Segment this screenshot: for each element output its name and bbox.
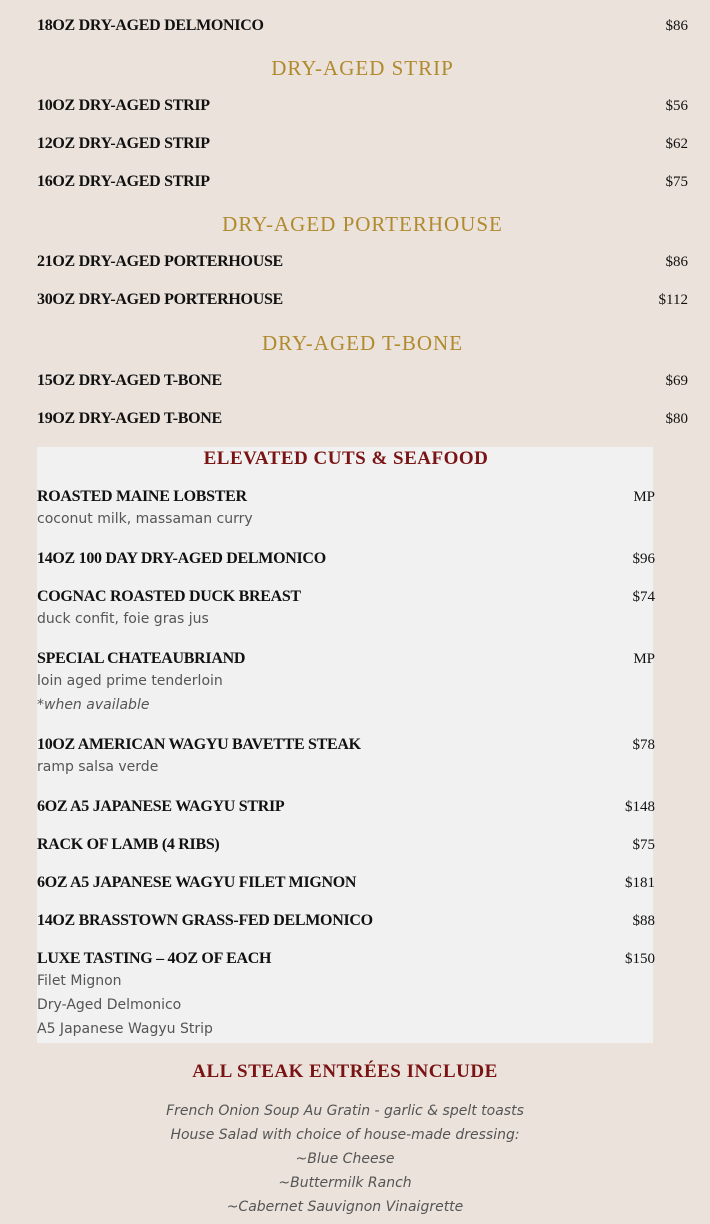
item-name: 6OZ A5 JAPANESE WAGYU STRIP bbox=[37, 798, 285, 815]
item-name: SPECIAL CHATEAUBRIAND bbox=[37, 650, 246, 667]
menu-item bbox=[37, 911, 655, 931]
item-price: $148 bbox=[625, 799, 655, 815]
item-name: 6OZ A5 JAPANESE WAGYU FILET MIGNON bbox=[37, 874, 357, 891]
item-name: 15OZ DRY-AGED T-BONE bbox=[37, 372, 222, 389]
menu-item bbox=[37, 16, 688, 36]
menu-item bbox=[37, 735, 655, 779]
section-heading-tbone: DRY-AGED T-BONE bbox=[261, 331, 464, 355]
include-line: ~Cabernet Sauvignon Vinaigrette bbox=[226, 1199, 464, 1215]
item-price: $62 bbox=[665, 136, 688, 152]
item-price: $56 bbox=[665, 98, 688, 114]
elevated-cuts-panel bbox=[37, 447, 653, 1043]
section-heading-strip: DRY-AGED STRIP bbox=[271, 56, 454, 80]
menu-item bbox=[37, 290, 688, 310]
menu-item bbox=[37, 949, 655, 1041]
item-price: $112 bbox=[658, 292, 688, 308]
menu-item bbox=[37, 134, 688, 154]
item-name: RACK OF LAMB (4 RIBS) bbox=[37, 836, 220, 853]
item-name: 14OZ BRASSTOWN GRASS-FED DELMONICO bbox=[37, 912, 373, 929]
item-price: MP bbox=[633, 489, 655, 505]
menu-item bbox=[37, 587, 655, 631]
item-name: 30OZ DRY-AGED PORTERHOUSE bbox=[37, 291, 283, 308]
item-name: 19OZ DRY-AGED T-BONE bbox=[37, 410, 222, 427]
item-price: $86 bbox=[665, 254, 688, 270]
item-price: $181 bbox=[625, 875, 655, 891]
item-name: 10OZ AMERICAN WAGYU BAVETTE STEAK bbox=[37, 736, 361, 753]
item-name: LUXE TASTING – 4OZ OF EACH bbox=[37, 950, 272, 967]
menu-item bbox=[37, 873, 655, 893]
menu-item bbox=[37, 835, 655, 855]
item-price: $86 bbox=[665, 18, 688, 34]
item-price: $75 bbox=[632, 837, 655, 853]
item-name: 21OZ DRY-AGED PORTERHOUSE bbox=[37, 253, 283, 270]
item-name: 12OZ DRY-AGED STRIP bbox=[37, 135, 210, 152]
section-heading-elevated: ELEVATED CUTS & SEAFOOD bbox=[203, 448, 489, 469]
item-name: COGNAC ROASTED DUCK BREAST bbox=[37, 588, 301, 605]
item-description: ramp salsa verde bbox=[37, 759, 159, 775]
include-line: ~Buttermilk Ranch bbox=[278, 1175, 412, 1191]
item-name: 18OZ DRY-AGED DELMONICO bbox=[37, 17, 264, 34]
tasting-line: Dry-Aged Delmonico bbox=[37, 997, 182, 1013]
item-price: $88 bbox=[632, 913, 655, 929]
item-description: coconut milk, massaman curry bbox=[37, 511, 253, 527]
include-line: House Salad with choice of house-made dressing: bbox=[170, 1127, 520, 1143]
menu-item bbox=[37, 409, 688, 429]
menu-item bbox=[37, 96, 688, 116]
menu-item bbox=[37, 252, 688, 272]
include-line: French Onion Soup Au Gratin - garlic & spelt toasts bbox=[166, 1103, 524, 1119]
item-price: $74 bbox=[632, 589, 655, 605]
item-price: $150 bbox=[625, 951, 655, 967]
menu-item bbox=[37, 487, 655, 531]
item-note: *when available bbox=[37, 697, 150, 713]
menu-item bbox=[37, 371, 688, 391]
section-heading-includes: ALL STEAK ENTRÉES INCLUDE bbox=[192, 1061, 498, 1082]
item-name: ROASTED MAINE LOBSTER bbox=[37, 488, 247, 505]
section-heading-porterhouse: DRY-AGED PORTERHOUSE bbox=[222, 212, 503, 236]
item-price: $96 bbox=[632, 551, 655, 567]
item-description: duck confit, foie gras jus bbox=[37, 611, 209, 627]
item-price: MP bbox=[633, 651, 655, 667]
include-line: ~Blue Cheese bbox=[295, 1151, 395, 1167]
item-price: $69 bbox=[665, 373, 688, 389]
menu-item bbox=[37, 649, 655, 717]
menu-item bbox=[37, 172, 688, 192]
item-name: 14OZ 100 DAY DRY-AGED DELMONICO bbox=[37, 550, 326, 567]
item-price: $78 bbox=[632, 737, 655, 753]
includes-section bbox=[0, 1060, 690, 1219]
item-price: $80 bbox=[665, 411, 688, 427]
tasting-line: Filet Mignon bbox=[37, 973, 122, 989]
menu-item bbox=[37, 549, 655, 569]
item-name: 16OZ DRY-AGED STRIP bbox=[37, 173, 210, 190]
tasting-line: A5 Japanese Wagyu Strip bbox=[37, 1021, 213, 1037]
item-description: loin aged prime tenderloin bbox=[37, 673, 223, 689]
menu-item bbox=[37, 797, 655, 817]
item-price: $75 bbox=[665, 174, 688, 190]
item-name: 10OZ DRY-AGED STRIP bbox=[37, 97, 210, 114]
